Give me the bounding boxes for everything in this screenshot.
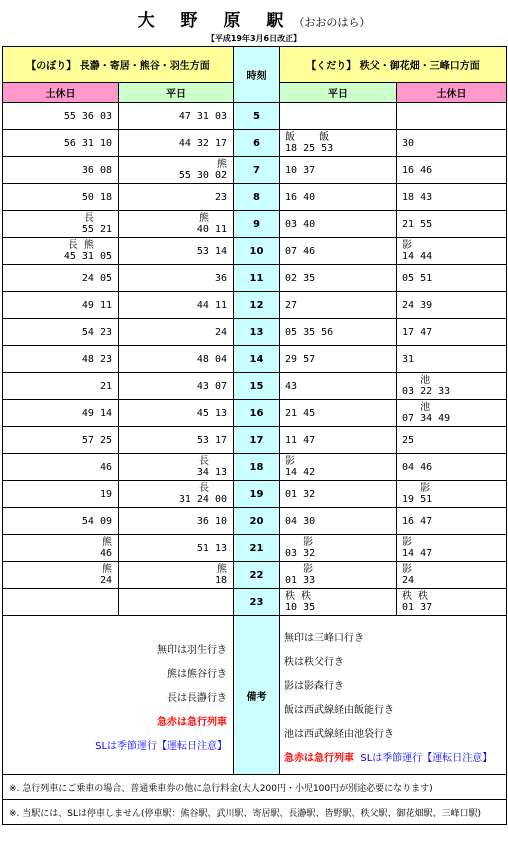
timetable-row — [3, 535, 507, 562]
departure-times: 21 — [99, 380, 112, 392]
up-weekday-cell — [119, 157, 234, 184]
down-holiday-cell — [397, 400, 507, 427]
down-weekday-header: 平日 — [280, 83, 397, 103]
down-weekday-cell — [280, 562, 397, 589]
hour-cell: 9 — [234, 211, 280, 238]
down-weekday-cell — [280, 130, 397, 157]
down-holiday-cell — [397, 508, 507, 535]
departure-times: 29 57 — [285, 353, 316, 365]
time-column-header: 時刻 — [234, 47, 280, 103]
departure-times: 04 46 — [402, 461, 433, 473]
hour-cell: 8 — [234, 184, 280, 211]
departure-times: 影 14 47 — [402, 537, 433, 559]
departure-times: 飯 飯 18 25 53 — [285, 132, 334, 154]
down-weekday-cell — [280, 535, 397, 562]
up-holiday-cell — [3, 238, 119, 265]
down-holiday-cell — [397, 103, 507, 130]
note-left-0: 無印は羽生行き — [157, 645, 228, 656]
departure-times: 24 39 — [402, 299, 433, 311]
timetable-row — [3, 346, 507, 373]
departure-times: 03 40 — [285, 218, 316, 230]
departure-times: 16 47 — [402, 515, 433, 527]
departure-times: 影 01 33 — [285, 564, 316, 586]
hour-cell: 17 — [234, 427, 280, 454]
departure-times: 27 — [285, 299, 298, 311]
up-weekday-cell — [119, 238, 234, 265]
hour-cell: 23 — [234, 589, 280, 616]
up-holiday-cell — [3, 427, 119, 454]
departure-times: 16 46 — [402, 164, 433, 176]
departure-times: 23 — [214, 191, 228, 203]
station-name: 大 野 原 駅 — [137, 11, 294, 31]
note-left-4: SLは季節運行【運転日注意】 — [95, 741, 228, 752]
notes-label: 備考 — [234, 616, 280, 775]
down-holiday-cell — [397, 157, 507, 184]
down-weekday-cell — [280, 265, 397, 292]
departure-times: 25 — [402, 434, 415, 446]
departure-times: 36 — [214, 272, 228, 284]
note-left-2: 長は長瀞行き — [167, 693, 228, 704]
departure-times: 46 — [99, 461, 112, 473]
departure-times: 05 51 — [402, 272, 433, 284]
hour-cell: 13 — [234, 319, 280, 346]
up-holiday-cell — [3, 562, 119, 589]
up-weekday-cell — [119, 508, 234, 535]
up-holiday-cell — [3, 157, 119, 184]
down-holiday-cell — [397, 589, 507, 616]
note-right-3: 飯は西武線経由飯能行き — [284, 705, 395, 716]
footnote-express: ※. 急行列車にご乗車の場合、普通乗車券の他に急行料金(大人200円・小児100円が別途必要になります) — [3, 775, 507, 800]
up-holiday-cell — [3, 319, 119, 346]
departure-times: 秩 秩 01 37 — [402, 591, 433, 613]
departure-times: 影 24 — [402, 564, 415, 586]
up-weekday-cell — [119, 346, 234, 373]
notes-right — [280, 616, 507, 775]
down-weekday-cell — [280, 292, 397, 319]
departure-times: 18 43 — [402, 191, 433, 203]
timetable-row — [3, 454, 507, 481]
down-holiday-cell — [397, 130, 507, 157]
note-right-0: 無印は三峰口行き — [284, 633, 365, 644]
timetable-row — [3, 238, 507, 265]
down-holiday-cell — [397, 562, 507, 589]
departure-times: 43 — [285, 380, 298, 392]
note-right-1: 秩は秩父行き — [284, 657, 345, 668]
departure-times: 07 46 — [285, 245, 316, 257]
up-weekday-cell — [119, 400, 234, 427]
up-weekday-cell — [119, 292, 234, 319]
down-weekday-cell — [280, 319, 397, 346]
departure-times: 49 14 — [81, 407, 112, 419]
down-holiday-cell — [397, 535, 507, 562]
timetable-row — [3, 157, 507, 184]
hour-cell: 14 — [234, 346, 280, 373]
timetable-row — [3, 103, 507, 130]
up-weekday-header: 平日 — [119, 83, 234, 103]
up-holiday-cell — [3, 481, 119, 508]
departure-times: 47 31 03 — [178, 110, 228, 122]
up-holiday-cell — [3, 184, 119, 211]
up-weekday-cell — [119, 373, 234, 400]
up-weekday-cell — [119, 589, 234, 616]
departure-times: 影 19 51 — [402, 483, 433, 505]
departure-times: 43 07 — [196, 380, 228, 392]
hour-cell: 6 — [234, 130, 280, 157]
departure-times: 池 03 22 33 — [402, 375, 451, 397]
timetable-row — [3, 562, 507, 589]
timetable-row — [3, 589, 507, 616]
departure-times: 影 14 44 — [402, 240, 433, 262]
departure-times: 54 09 — [81, 515, 112, 527]
departure-times: 影 03 32 — [285, 537, 316, 559]
notes-left — [3, 616, 234, 775]
departure-times: 21 45 — [285, 407, 316, 419]
note-right-sl: SLは季節運行【運転日注意】 — [360, 753, 493, 764]
departure-times: 熊 46 — [99, 537, 112, 559]
down-weekday-cell — [280, 157, 397, 184]
up-weekday-cell — [119, 319, 234, 346]
down-holiday-cell — [397, 184, 507, 211]
up-weekday-cell — [119, 265, 234, 292]
up-weekday-cell — [119, 481, 234, 508]
departure-times: 48 04 — [196, 353, 228, 365]
hour-cell: 22 — [234, 562, 280, 589]
up-holiday-cell — [3, 535, 119, 562]
departure-times: 24 — [214, 326, 228, 338]
down-holiday-cell — [397, 427, 507, 454]
departure-times: 24 05 — [81, 272, 112, 284]
up-weekday-cell — [119, 535, 234, 562]
departure-times: 02 35 — [285, 272, 316, 284]
down-weekday-cell — [280, 184, 397, 211]
departure-times: 影 14 42 — [285, 456, 316, 478]
note-left-3: 急赤は急行列車 — [157, 717, 228, 728]
hour-cell: 16 — [234, 400, 280, 427]
departure-times: 36 10 — [196, 515, 228, 527]
down-weekday-cell — [280, 400, 397, 427]
down-weekday-cell — [280, 373, 397, 400]
departure-times: 54 23 — [81, 326, 112, 338]
up-holiday-cell — [3, 589, 119, 616]
timetable-row — [3, 508, 507, 535]
down-weekday-cell — [280, 346, 397, 373]
hour-cell: 19 — [234, 481, 280, 508]
departure-times: 50 18 — [81, 191, 112, 203]
departure-times: 17 47 — [402, 326, 433, 338]
hour-cell: 10 — [234, 238, 280, 265]
down-holiday-header: 土休日 — [397, 83, 507, 103]
departure-times: 36 08 — [81, 164, 112, 176]
departure-times: 16 40 — [285, 191, 316, 203]
timetable-row — [3, 400, 507, 427]
departure-times: 31 — [402, 353, 415, 365]
hour-cell: 21 — [234, 535, 280, 562]
up-weekday-cell — [119, 211, 234, 238]
departure-times: 53 14 — [196, 245, 228, 257]
up-holiday-cell — [3, 508, 119, 535]
departure-times: 10 37 — [285, 164, 316, 176]
revision-date: 【平成19年3月6日改正】 — [206, 34, 302, 43]
up-holiday-cell — [3, 265, 119, 292]
hour-cell: 5 — [234, 103, 280, 130]
timetable-row — [3, 373, 507, 400]
note-right-2: 影は影森行き — [284, 681, 345, 692]
up-direction-header: 【のぼり】 長瀞・寄居・熊谷・羽生方面 — [3, 47, 234, 83]
up-holiday-cell — [3, 292, 119, 319]
departure-times: 51 13 — [196, 542, 228, 554]
down-weekday-cell — [280, 454, 397, 481]
down-holiday-cell — [397, 346, 507, 373]
departure-times: 45 13 — [196, 407, 228, 419]
departure-times: 53 17 — [196, 434, 228, 446]
down-weekday-cell — [280, 103, 397, 130]
up-holiday-cell — [3, 454, 119, 481]
departure-times: 04 30 — [285, 515, 316, 527]
up-holiday-cell — [3, 130, 119, 157]
departure-times: 44 11 — [196, 299, 228, 311]
footnote-sl: ※. 当駅には、SLは停車しません(停車駅：熊谷駅、武川駅、寄居駅、長瀞駅、皆野駅、秩父駅、御花畑駅、三峰口駅) — [3, 800, 507, 825]
down-holiday-cell — [397, 265, 507, 292]
departure-times: 熊 55 30 02 — [178, 159, 228, 181]
hour-cell: 12 — [234, 292, 280, 319]
timetable-row — [3, 130, 507, 157]
departure-times: 熊 18 — [214, 564, 228, 586]
down-holiday-cell — [397, 211, 507, 238]
note-left-1: 熊は熊谷行き — [167, 669, 228, 680]
up-holiday-header: 土休日 — [3, 83, 119, 103]
departure-times: 48 23 — [81, 353, 112, 365]
timetable-row — [3, 427, 507, 454]
up-holiday-cell — [3, 211, 119, 238]
down-holiday-cell — [397, 238, 507, 265]
up-weekday-cell — [119, 562, 234, 589]
down-weekday-cell — [280, 508, 397, 535]
down-weekday-cell — [280, 589, 397, 616]
timetable — [2, 46, 507, 825]
hour-cell: 20 — [234, 508, 280, 535]
departure-times: 長 31 24 00 — [178, 483, 228, 505]
down-weekday-cell — [280, 238, 397, 265]
departure-times: 49 11 — [81, 299, 112, 311]
departure-times: 01 32 — [285, 488, 316, 500]
down-holiday-cell — [397, 373, 507, 400]
departure-times: 05 35 56 — [285, 326, 334, 338]
hour-cell: 18 — [234, 454, 280, 481]
departure-times: 57 25 — [81, 434, 112, 446]
down-weekday-cell — [280, 211, 397, 238]
up-holiday-cell — [3, 400, 119, 427]
up-weekday-cell — [119, 184, 234, 211]
up-weekday-cell — [119, 454, 234, 481]
hour-cell: 15 — [234, 373, 280, 400]
departure-times: 秩 秩 10 35 — [285, 591, 316, 613]
timetable-row — [3, 184, 507, 211]
departure-times: 長 熊 45 31 05 — [63, 240, 112, 262]
note-right-4: 池は西武線経由池袋行き — [284, 729, 395, 740]
down-holiday-cell — [397, 481, 507, 508]
timetable-row — [3, 292, 507, 319]
timetable-row — [3, 265, 507, 292]
departure-times: 池 07 34 49 — [402, 402, 451, 424]
down-holiday-cell — [397, 319, 507, 346]
down-weekday-cell — [280, 427, 397, 454]
departure-times: 44 32 17 — [178, 137, 228, 149]
note-right-express: 急赤は急行列車 — [284, 753, 355, 764]
up-weekday-cell — [119, 130, 234, 157]
down-holiday-cell — [397, 292, 507, 319]
departure-times: 長 55 21 — [81, 213, 112, 235]
up-holiday-cell — [3, 103, 119, 130]
down-direction-header: 【くだり】 秩父・御花畑・三峰口方面 — [280, 47, 507, 83]
hour-cell: 11 — [234, 265, 280, 292]
up-holiday-cell — [3, 373, 119, 400]
down-holiday-cell — [397, 454, 507, 481]
departure-times: 21 55 — [402, 218, 433, 230]
up-weekday-cell — [119, 427, 234, 454]
up-weekday-cell — [119, 103, 234, 130]
departure-times: 55 36 03 — [63, 110, 112, 122]
departure-times: 19 — [99, 488, 112, 500]
page-title — [0, 6, 508, 31]
timetable-row — [3, 211, 507, 238]
timetable-row — [3, 481, 507, 508]
departure-times: 熊 40 11 — [196, 213, 228, 235]
down-weekday-cell — [280, 481, 397, 508]
timetable-row — [3, 319, 507, 346]
hour-cell: 7 — [234, 157, 280, 184]
departure-times: 熊 24 — [99, 564, 112, 586]
up-holiday-cell — [3, 346, 119, 373]
departure-times: 56 31 10 — [63, 137, 112, 149]
departure-times: 30 — [402, 137, 415, 149]
departure-times: 長 34 13 — [196, 456, 228, 478]
departure-times: 11 47 — [285, 434, 316, 446]
station-reading: （おおのはら） — [293, 16, 371, 29]
